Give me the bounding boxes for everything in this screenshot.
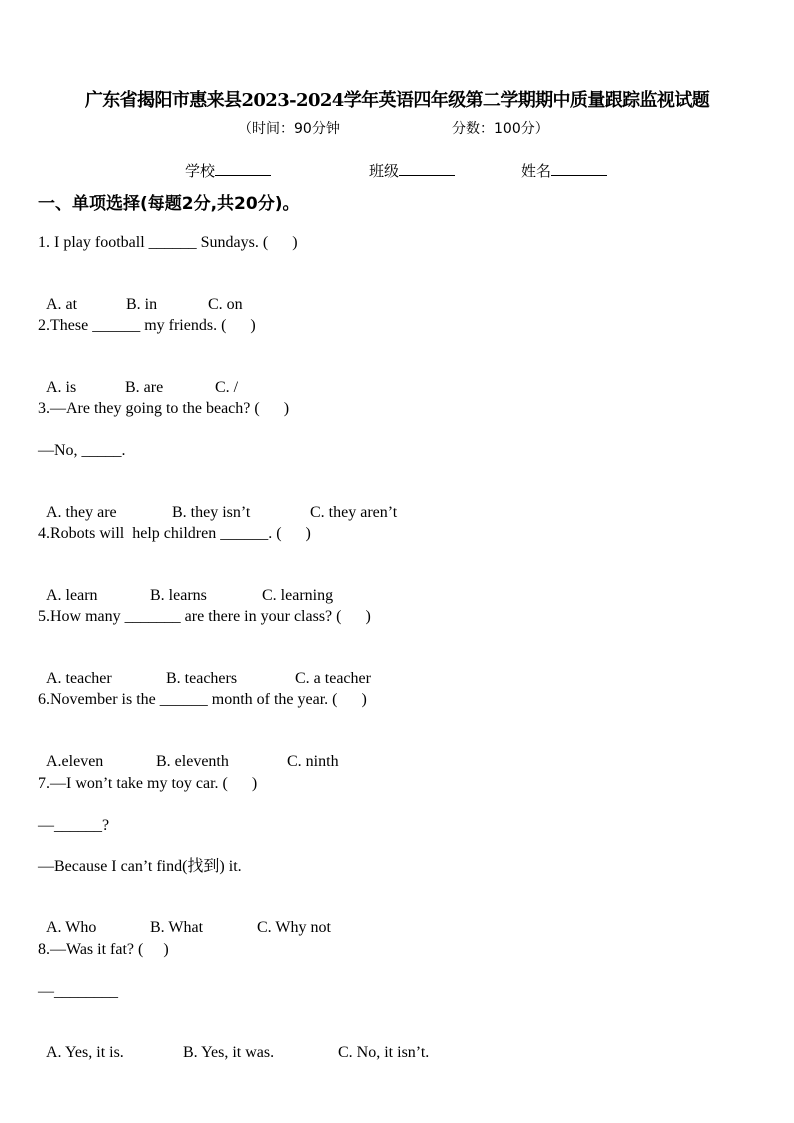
- question-1-options: [38, 275, 243, 315]
- option-c: C. a teacher: [295, 670, 371, 687]
- question-7-options: [38, 898, 331, 938]
- question-7-reply: —Because I can’t find(找到) it.: [38, 858, 242, 875]
- option-b: B. are: [125, 379, 164, 396]
- option-c: C. ninth: [287, 753, 339, 770]
- option-c: C. on: [208, 296, 243, 313]
- option-b: B. they isn’t: [172, 504, 251, 521]
- option-a: A. Who: [46, 919, 97, 936]
- school-field: [185, 160, 271, 181]
- question-8: 8.—Was it fat? ( ): [38, 941, 169, 958]
- option-b: B. learns: [150, 587, 207, 604]
- school-label: 学校: [185, 162, 216, 180]
- question-8-answer-line: —________: [38, 983, 118, 1000]
- option-a: A. they are: [46, 504, 117, 521]
- option-b: B. teachers: [166, 670, 238, 687]
- question-4-options: [38, 566, 333, 606]
- question-2: 2.These ______ my friends. ( ): [38, 317, 256, 334]
- school-blank: [215, 161, 271, 176]
- option-b: B. Yes, it was.: [183, 1044, 275, 1061]
- class-blank: [399, 161, 455, 176]
- question-3-answer-line: —No, _____.: [38, 442, 126, 459]
- option-c: C. Why not: [257, 919, 331, 936]
- question-3: 3.—Are they going to the beach? ( ): [38, 400, 290, 417]
- option-b: B. in: [126, 296, 158, 313]
- section-heading: 一、单项选择(每题2分,共20分)。: [38, 194, 300, 214]
- question-5: 5.How many _______ are there in your class? ( ): [38, 608, 371, 625]
- option-c: C. learning: [262, 587, 334, 604]
- name-blank: [551, 161, 607, 176]
- option-b: B. What: [150, 919, 204, 936]
- exam-score: 分数：100分）: [452, 121, 549, 137]
- option-c: C. No, it isn’t.: [338, 1044, 430, 1061]
- option-c: C. /: [215, 379, 239, 396]
- option-b: B. eleventh: [156, 753, 229, 770]
- question-6-options: [38, 732, 339, 772]
- option-a: A.eleven: [46, 753, 104, 770]
- option-a: A. Yes, it is.: [46, 1044, 124, 1061]
- option-a: A. is: [46, 379, 77, 396]
- name-field: [521, 160, 607, 181]
- option-a: A. teacher: [46, 670, 112, 687]
- name-label: 姓名: [521, 162, 552, 180]
- option-a: A. learn: [46, 587, 98, 604]
- exam-time: （时间：90分钟: [238, 121, 340, 137]
- class-field: [369, 160, 455, 181]
- class-label: 班级: [369, 162, 400, 180]
- question-7: 7.—I won’t take my toy car. ( ): [38, 775, 258, 792]
- question-8-options: [38, 1023, 429, 1063]
- question-7-answer-line: —______?: [38, 817, 110, 834]
- option-a: A. at: [46, 296, 78, 313]
- question-3-options: [38, 483, 397, 523]
- question-1: 1. I play football ______ Sundays. ( ): [38, 234, 298, 251]
- question-4: 4.Robots will help children ______. ( ): [38, 525, 311, 542]
- question-5-options: [38, 649, 371, 689]
- page-title: 广东省揭阳市惠来县2023-2024学年英语四年级第二学期期中质量跟踪监视试题: [84, 90, 710, 111]
- question-2-options: [38, 358, 238, 398]
- option-c: C. they aren’t: [310, 504, 398, 521]
- question-6: 6.November is the ______ month of the year. ( ): [38, 691, 367, 708]
